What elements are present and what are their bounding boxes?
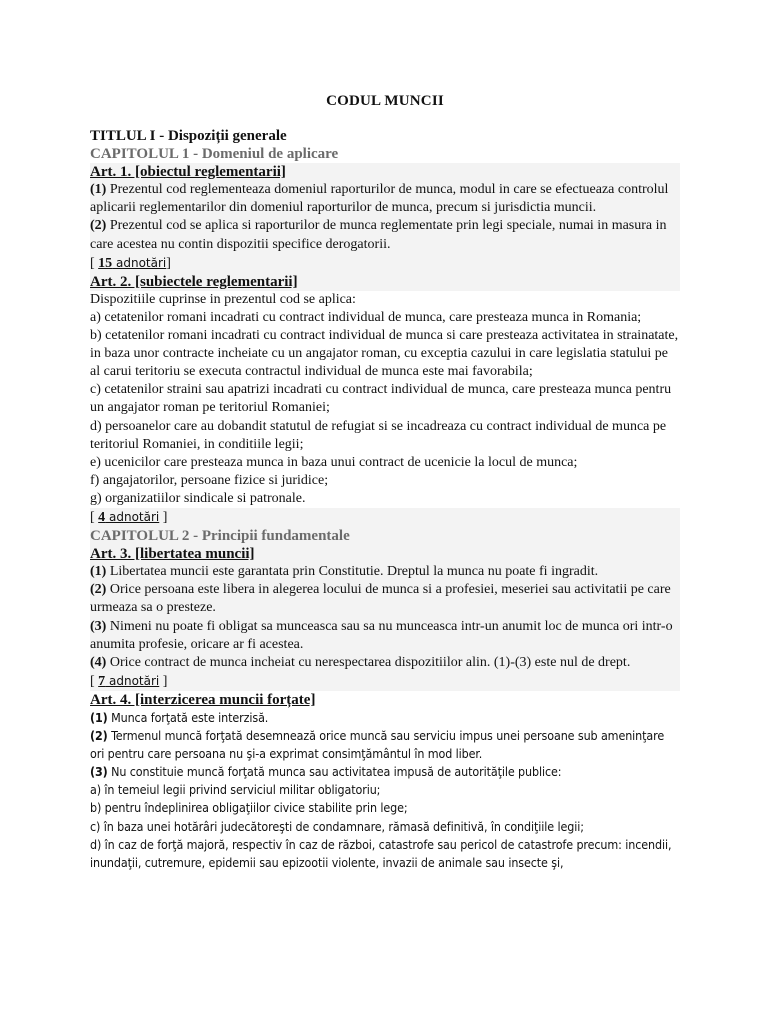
paragraph-number: (2) [90,218,107,234]
annotation-count-link[interactable]: 4 [98,509,106,525]
paragraph-text: Prezentul cod reglementeaza domeniul raporturilor de munca, modul in care se efectueaza controlul aplicarii reglementarilor din domeniul raporturilor de munca, precum si jurisdictia muncii. [90,182,669,216]
article-2-item-e: e) ucenicilor care presteaza munca in baza unui contract de ucenicie la locul de munca; [90,454,578,470]
paragraph-number: (2) [90,582,107,598]
article-3-paragraph-1 [90,563,680,581]
annotation-label-link[interactable]: adnotări [105,673,160,688]
annotation-label-link[interactable]: adnotări [105,509,160,524]
document-title: CODUL MUNCII [326,93,444,109]
paragraph-number: (1) [90,182,107,198]
paragraph-text: Orice contract de munca incheiat cu nerespectarea dispozitiilor alin. (1)-(3) este nul de drept. [106,654,631,670]
article-1-paragraph-1 [90,181,680,217]
article-2-item-b: b) cetatenilor romani incadrati cu contract individual de munca si care presteaza activitatea in strainatate, in baza unor contracte incheiate cu un angajator roman, cu exceptia cazului in care legislatia statului pe al carui teritoriu se executa contractul individual de munca este mai favorabila; [90,328,679,380]
article-3-paragraph-4 [90,654,680,672]
article-3-annotations [90,672,680,691]
paragraph-text: Termenul muncă forţată desemnează orice muncă sau serviciu impus unei persoane sub ameninţare ori pentru care persoana nu şi-a exprimat consimţământul în mod liber. [90,728,665,762]
article-4-heading[interactable]: Art. 4. [interzicerea muncii forțate] [90,691,316,708]
bracket-close: ] [159,509,168,525]
article-3-paragraph-3 [90,618,680,654]
bracket-open: [ [90,255,99,271]
annotation-count-link[interactable]: 15 [98,255,113,271]
bracket-close: ] [159,673,168,689]
article-3-paragraph-2 [90,581,680,617]
bracket-open: [ [90,673,99,689]
annotation-label-link[interactable]: adnotări [112,255,167,270]
paragraph-number: (1) [90,710,108,725]
chapter-2-heading: CAPITOLUL 2 - Principii fundamentale [90,527,680,545]
paragraph-number: (3) [90,618,107,634]
article-1-paragraph-2 [90,217,680,253]
annotation-count-link[interactable]: 7 [98,673,106,689]
paragraph-text: Nimeni nu poate fi obligat sa munceasca sau sa nu munceasca intr-un anumit loc de munca ori intr-o anumita profesie, oricare ar fi acestea. [90,618,673,652]
article-4-item-c: c) în baza unei hotărâri judecătoreşti de condamnare, rămasă definitivă, în condiţiile legii; [90,818,584,834]
paragraph-number: (4) [90,654,107,670]
paragraph-number: (3) [90,764,108,780]
paragraph-text: Nu constituie muncă forţată munca sau activitatea impusă de autorităţile publice: [107,764,562,780]
article-2-item-a: a) cetatenilor romani incadrati cu contract individual de munca, care presteaza munca in Romania; [90,309,642,325]
article-4-item-b: b) pentru îndeplinirea obligaţiilor civice stabilite prin lege; [90,800,408,816]
article-2-item-f: f) angajatorilor, persoane fizice si juridice; [90,472,329,488]
article-1-heading[interactable]: Art. 1. [obiectul reglementarii] [90,163,680,181]
article-1-annotations [90,254,680,273]
paragraph-text: Orice persoana este libera in alegerea locului de munca si a profesiei, meseriei sau activitatii pe care urmeaza sa o presteze. [90,582,671,616]
article-4-item-d: d) în caz de forţă majoră, respectiv în caz de război, catastrofe sau pericol de catastrofe precum: incendii, inundaţii, cutremure, epidemii sau epizootii violente, invazii de animale sau insecte şi, [90,836,672,870]
article-2-item-g: g) organizatiilor sindicale si patronale. [90,490,306,506]
paragraph-text: Prezentul cod se aplica si raporturilor de munca reglementate prin legi speciale, numai in masura in care acestea nu contin dispozitii specifice derogatorii. [90,218,667,252]
paragraph-number: (2) [90,728,108,744]
article-2-item-d: d) persoanelor care au dobandit statutul de refugiat si se incadreaza cu contract individual de munca pe teritoriul Romaniei, in conditiile legii; [90,418,667,452]
article-4-item-a: a) în temeiul legii privind serviciul militar obligatoriu; [90,782,381,798]
paragraph-text: Libertatea muncii este garantata prin Constitutie. Dreptul la munca nu poate fi ingradit. [106,564,599,580]
title-heading: TITLUL I - Dispoziții generale [90,128,287,144]
paragraph-text: Munca forţată este interzisă. [107,710,269,725]
article-2-heading[interactable]: Art. 2. [subiectele reglementarii] [90,273,680,291]
bracket-open: [ [90,509,99,525]
article-4-paragraph-3 [90,763,680,781]
article-2-intro: Dispozitiile cuprinse in prezentul cod se aplica: [90,291,356,307]
article-4-paragraph-2 [90,727,680,763]
paragraph-number: (1) [90,564,107,580]
article-2-annotations [90,508,680,527]
bracket-close: ] [166,255,171,271]
article-4-paragraph-1 [90,709,680,727]
article-2-item-c: c) cetatenilor straini sau apatrizi incadrati cu contract individual de munca, care presteaza munca pentru un angajator roman pe teritoriul Romaniei; [90,382,672,416]
article-3-heading[interactable]: Art. 3. [libertatea muncii] [90,545,680,563]
chapter-1-heading: CAPITOLUL 1 - Domeniul de aplicare [90,146,339,163]
